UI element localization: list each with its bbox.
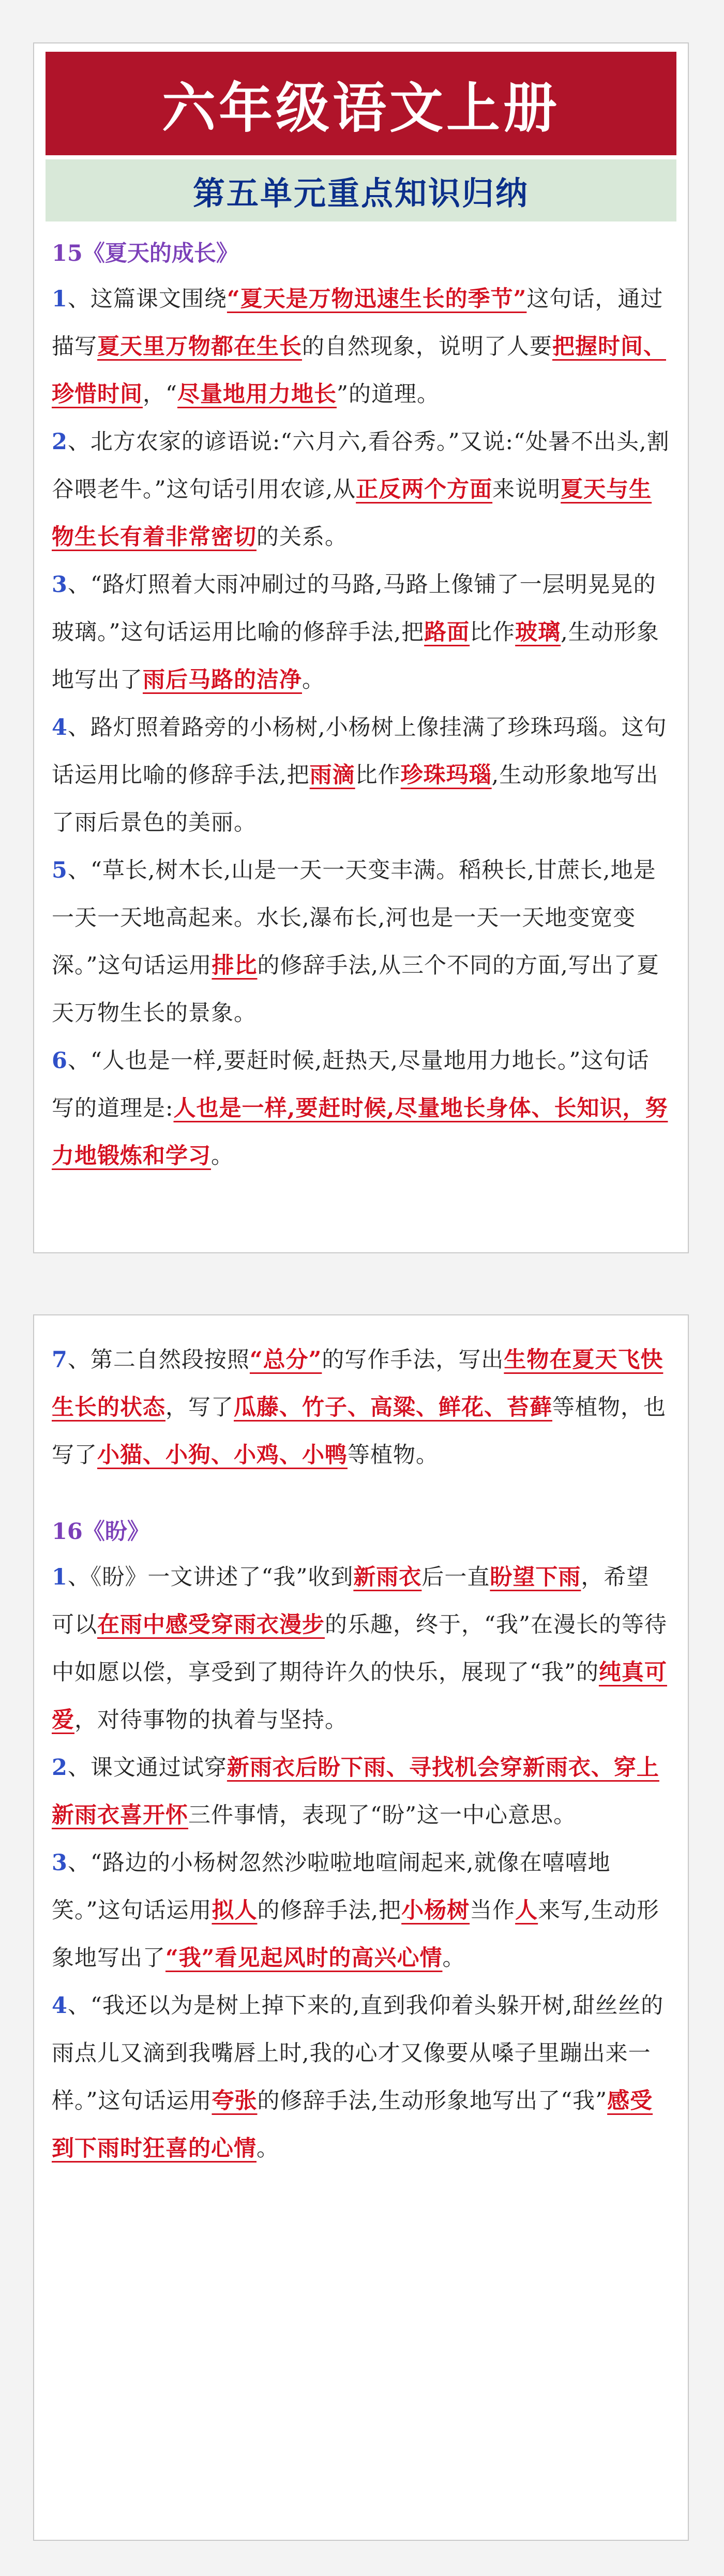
text: 、“草长,树木长,山是一天一天变丰满。稻秧长,甘蔗长,地是一天一天地高起来。水长,瀑布长,河也是一天一天地变宽变深。”这句话运用	[52, 857, 656, 979]
text: 、《盼》一文讲述了“我”收到	[67, 1564, 354, 1590]
key-point: 小猫、小狗、小鸡、小鸭	[97, 1442, 348, 1468]
text: 、这篇课文围绕	[67, 286, 227, 312]
text: 、第二自然段按照	[67, 1347, 250, 1373]
text: 的关系。	[257, 524, 348, 550]
notes-card-2	[33, 1314, 689, 2541]
point-number: 6	[52, 1048, 68, 1074]
key-point: 雨后马路的洁净	[143, 667, 302, 693]
notes-card-1	[33, 42, 689, 1253]
point-16-4	[52, 1982, 670, 2172]
key-point: 瓜藤、竹子、高粱、鲜花、苔藓	[234, 1395, 552, 1420]
point-16-3	[52, 1839, 670, 1982]
text: 三件事情，表现了“盼”这一中心意思。	[188, 1802, 576, 1828]
text: 这句话，通过描写	[52, 286, 663, 360]
text: 来写,生动形象地写出了	[52, 1898, 659, 1971]
key-point: 把握时间、珍惜时间	[52, 334, 666, 407]
text: 等植物。	[348, 1442, 439, 1468]
lesson-heading-16: 16《盼》	[52, 1519, 149, 1545]
text: 、“路灯照着大雨冲刷过的马路,马路上像铺了一层明晃晃的玻璃。”这句话运用比喻的修辞手法,把	[52, 572, 656, 645]
page-subtitle: 第五单元重点知识归纳	[46, 159, 676, 221]
key-point: 玻璃	[515, 619, 561, 645]
key-point: 路面	[424, 619, 470, 645]
key-point: 排比	[212, 953, 258, 979]
point-15-3	[52, 561, 670, 704]
point-16-2	[52, 1744, 670, 1839]
key-point: 正反两个方面	[356, 477, 493, 502]
text: 。	[442, 1945, 465, 1971]
text: 比作	[470, 619, 516, 645]
point-15-5	[52, 847, 670, 1037]
text: 。	[211, 1143, 234, 1169]
key-point: 夏天与生物生长有着非常密切	[52, 477, 652, 550]
lesson-heading-15: 15《夏天的成长》	[52, 241, 238, 267]
key-point: 小杨树	[401, 1898, 470, 1923]
point-number: 3	[52, 1850, 68, 1876]
key-point: 在雨中感受穿雨衣漫步	[97, 1612, 325, 1638]
text: 的写作手法，写出	[322, 1347, 504, 1373]
text: 的乐趣，终于，“我”在漫长的等待中如愿以偿，享受到了期待许久的快乐，展现了“我”的	[52, 1612, 667, 1685]
key-point: “我”看见起风时的高兴心情	[165, 1945, 443, 1971]
point-15-4	[52, 704, 670, 847]
key-point: 尽量地用力地长	[177, 381, 337, 407]
card2-content	[34, 1315, 688, 2172]
text: 。	[257, 2136, 279, 2162]
key-point: “总分”	[249, 1347, 322, 1373]
point-number: 4	[52, 1993, 68, 2019]
key-point: 感受到下雨时狂喜的心情	[52, 2088, 653, 2162]
key-point: 生物在夏天飞快生长的状态	[52, 1347, 663, 1420]
point-number: 1	[52, 1564, 68, 1590]
key-point: 夸张	[212, 2088, 258, 2114]
point-16-1	[52, 1553, 670, 1744]
text: 的自然现象，说明了人要	[302, 334, 552, 360]
point-number: 5	[52, 857, 68, 883]
key-point: 珍珠玛瑙	[400, 762, 492, 788]
point-15-7	[52, 1336, 670, 1479]
point-number: 4	[52, 715, 68, 741]
text: 比作	[355, 762, 401, 788]
point-number: 1	[52, 286, 68, 312]
text: 来说明	[492, 477, 561, 502]
text: 的修辞手法,把	[257, 1898, 402, 1923]
key-point: 新雨衣后盼下雨、寻找机会穿新雨衣、穿上新雨衣喜开怀	[52, 1755, 659, 1828]
text: 、北方农家的谚语说:“六月六,看谷秀。”又说:“处暑不出头,割谷喂老牛。”这句话引用农谚,从	[52, 429, 670, 502]
text: 、课文通过试穿	[67, 1755, 227, 1781]
page-title: 六年级语文上册	[46, 52, 676, 155]
text: ,生动形象地写出了	[52, 619, 659, 693]
key-point: 夏天里万物都在生长	[97, 334, 302, 360]
point-number: 7	[52, 1347, 68, 1373]
text: ，希望可以	[52, 1564, 650, 1638]
key-point: 拟人	[212, 1898, 258, 1923]
key-point: 盼望下雨	[490, 1564, 581, 1590]
point-number: 3	[52, 572, 68, 598]
point-15-6	[52, 1037, 670, 1180]
text: 、“我还以为是树上掉下来的,直到我仰着头躲开树,甜丝丝的雨点儿又滴到我嘴唇上时,我的心才又像要从嗓子里蹦出来一样。”这句话运用	[52, 1993, 664, 2114]
key-point: “夏天是万物迅速生长的季节”	[227, 286, 527, 312]
card1-content	[34, 221, 688, 1180]
text: 后一直	[421, 1564, 490, 1590]
key-point: 人也是一样,要赶时候,尽量地长身体、长知识，努力地锻炼和学习	[52, 1095, 668, 1169]
text: ，写了	[165, 1395, 234, 1420]
point-number: 2	[52, 429, 68, 455]
key-point: 人	[515, 1898, 538, 1923]
text: 、“路边的小杨树忽然沙啦啦地喧闹起来,就像在嘻嘻地笑。”这句话运用	[52, 1850, 611, 1923]
text: 的修辞手法,从三个不同的方面,写出了夏天万物生长的景象。	[52, 953, 659, 1026]
text: ，“	[143, 381, 177, 407]
section-gap	[52, 1479, 670, 1510]
key-point: 纯真可爱	[52, 1660, 667, 1733]
text: ，对待事物的执着与坚持。	[74, 1707, 348, 1733]
text: 、路灯照着路旁的小杨树,小杨树上像挂满了珍珠玛瑙。这句话运用比喻的修辞手法,把	[52, 715, 667, 788]
text: ,生动形象地写出了雨后景色的美丽。	[52, 762, 659, 836]
key-point: 雨滴	[309, 762, 355, 788]
text: 的修辞手法,生动形象地写出了“我”	[257, 2088, 608, 2114]
text: 当作	[470, 1898, 516, 1923]
point-15-1	[52, 275, 670, 418]
text: 、“人也是一样,要赶时候,赶热天,尽量地用力地长。”这句话写的道理是:	[52, 1048, 650, 1121]
point-number: 2	[52, 1755, 68, 1781]
point-15-2	[52, 418, 670, 561]
text: 等植物，也写了	[52, 1395, 666, 1468]
text: 。	[302, 667, 325, 693]
text: ”的道理。	[336, 381, 440, 407]
key-point: 新雨衣	[353, 1564, 422, 1590]
